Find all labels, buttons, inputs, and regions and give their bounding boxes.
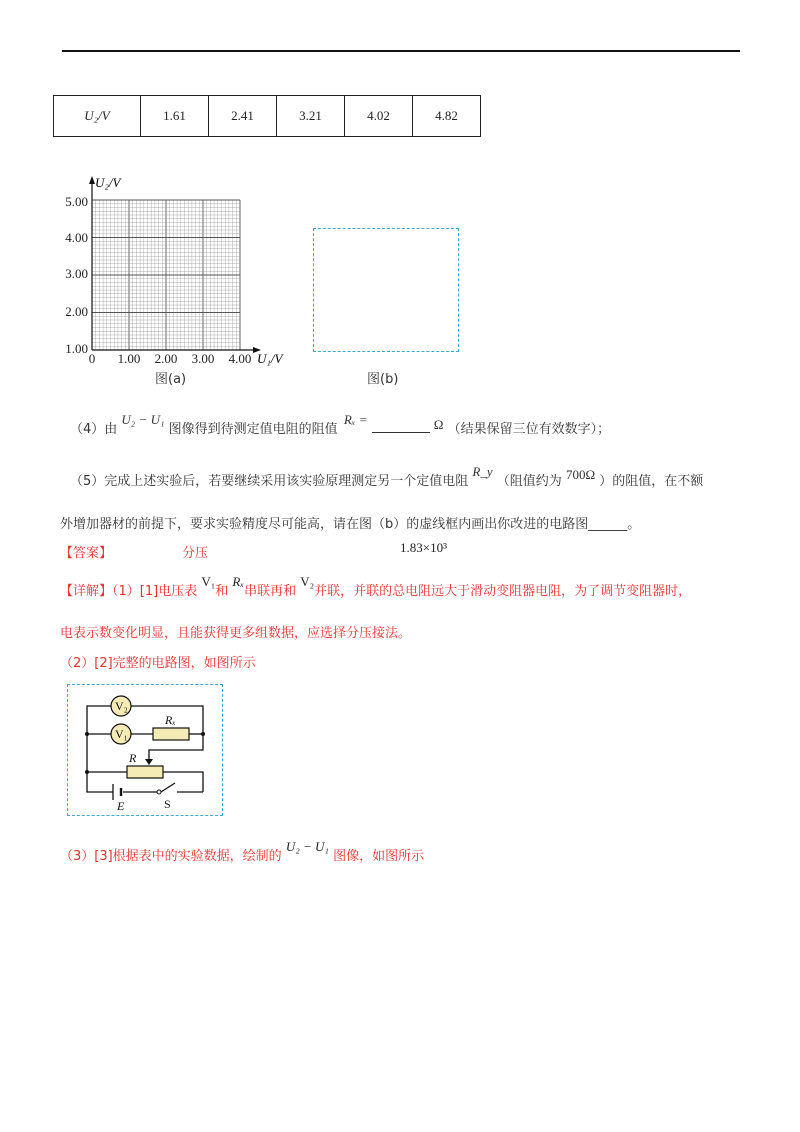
q5-ry: R_y: [472, 464, 493, 479]
question-5-line-2: 外增加器材的前提下，要求实验精度尽可能高，请在图（b）的虚线框内画出你改进的电路图______。: [60, 517, 641, 532]
label-v2: V₂: [115, 699, 128, 713]
x-tick-label: 4.00: [228, 351, 252, 366]
q4-unit: Ω: [433, 417, 444, 432]
detail-line-4: [60, 839, 425, 864]
x-tick-label: 3.00: [191, 351, 215, 366]
label-e: E: [117, 799, 125, 813]
wire: [87, 706, 111, 734]
switch-contact: [157, 790, 161, 794]
question-4: [70, 412, 611, 437]
x-tick-label: 0: [88, 351, 96, 366]
y-axis-label: U₂/V: [95, 175, 121, 190]
detail-label: 【详解】: [60, 584, 113, 599]
q4-rx: Rₓ =: [343, 412, 368, 427]
q4-text: 图像得到待测定值电阻的阻值: [168, 422, 338, 437]
detail-v2: V₂: [300, 574, 315, 589]
junction: [201, 732, 205, 736]
answer-label: 【答案】: [60, 546, 113, 561]
q4-expression: U₂ − U₁: [121, 412, 165, 427]
q5-value: 700Ω: [565, 467, 596, 482]
graph-grid: [92, 200, 240, 350]
wire: [87, 772, 113, 792]
detail-expression: U₂ − U₁: [285, 839, 329, 854]
answer-2: 1.83×10³: [400, 540, 447, 555]
y-tick-label: 4.00: [65, 230, 88, 245]
y-tick-label: 3.00: [65, 266, 88, 281]
slider-arrow: [145, 759, 153, 765]
graph-a: [55, 170, 305, 390]
question-5-line-1: [70, 464, 704, 489]
x-tick-label: 2.00: [154, 351, 178, 366]
rheostat-r: [127, 766, 163, 778]
detail-text: 串联再和: [244, 584, 297, 599]
y-tick-label: 2.00: [65, 304, 88, 319]
detail-text: 和: [215, 584, 229, 599]
table-header-cell: U₂/V: [54, 96, 141, 137]
table-cell: 2.41: [209, 96, 277, 137]
caption-a: 图(a): [155, 372, 187, 387]
junction: [85, 732, 89, 736]
label-v1: V₁: [115, 727, 128, 741]
detail-line-2: 电表示数变化明显，且能获得更多组数据，应选择分压接法。: [60, 626, 412, 641]
q4-prefix: （4）由: [70, 422, 118, 437]
label-s: S: [164, 797, 171, 811]
circuit-diagram: [67, 684, 223, 816]
table-row: [54, 96, 481, 137]
header-rule: [62, 50, 740, 52]
resistor-rx: [153, 728, 189, 740]
junction: [85, 770, 89, 774]
detail-rx: Rₓ: [232, 574, 245, 589]
detail-v1: V₁: [201, 574, 216, 589]
detail-text: 图像，如图所示: [333, 849, 425, 864]
y-tick-label: 1.00: [65, 341, 88, 356]
q4-suffix: （结果保留三位有效数字）；: [447, 422, 611, 437]
detail-line-3: （2）[2]完整的电路图，如图所示: [60, 656, 256, 671]
answer-blank[interactable]: [372, 432, 430, 433]
q5-text: ）的阻值，在不额: [599, 474, 704, 489]
answer-1: 分压: [182, 546, 209, 561]
label-r: R: [129, 751, 137, 765]
switch-lever: [161, 783, 175, 792]
detail-line-1: [60, 574, 692, 599]
caption-b: 图(b): [367, 372, 399, 387]
q5-text: （5）完成上述实验后，若要继续采用该实验原理测定另一个定值电阻: [70, 474, 469, 489]
y-tick-label: 5.00: [65, 194, 88, 209]
table-cell: 4.02: [345, 96, 413, 137]
table-cell: 1.61: [141, 96, 209, 137]
q5-text: （阻值约为: [496, 474, 562, 489]
x-tick-label: 1.00: [117, 351, 141, 366]
table-cell: 3.21: [277, 96, 345, 137]
label-rx: Rₓ: [165, 713, 176, 727]
detail-text: 并联，并联的总电阻远大于滑动变阻器电阻，为了调节变阻器时，: [314, 584, 692, 599]
figure-b-box: [313, 228, 459, 352]
detail-text: （1）[1]电压表: [112, 584, 198, 599]
detail-text: （3）[3]根据表中的实验数据，绘制的: [60, 849, 282, 864]
data-table: [53, 95, 481, 137]
table-cell: 4.82: [413, 96, 481, 137]
wire: [163, 772, 203, 792]
x-axis-label: U₁/V: [257, 351, 283, 366]
